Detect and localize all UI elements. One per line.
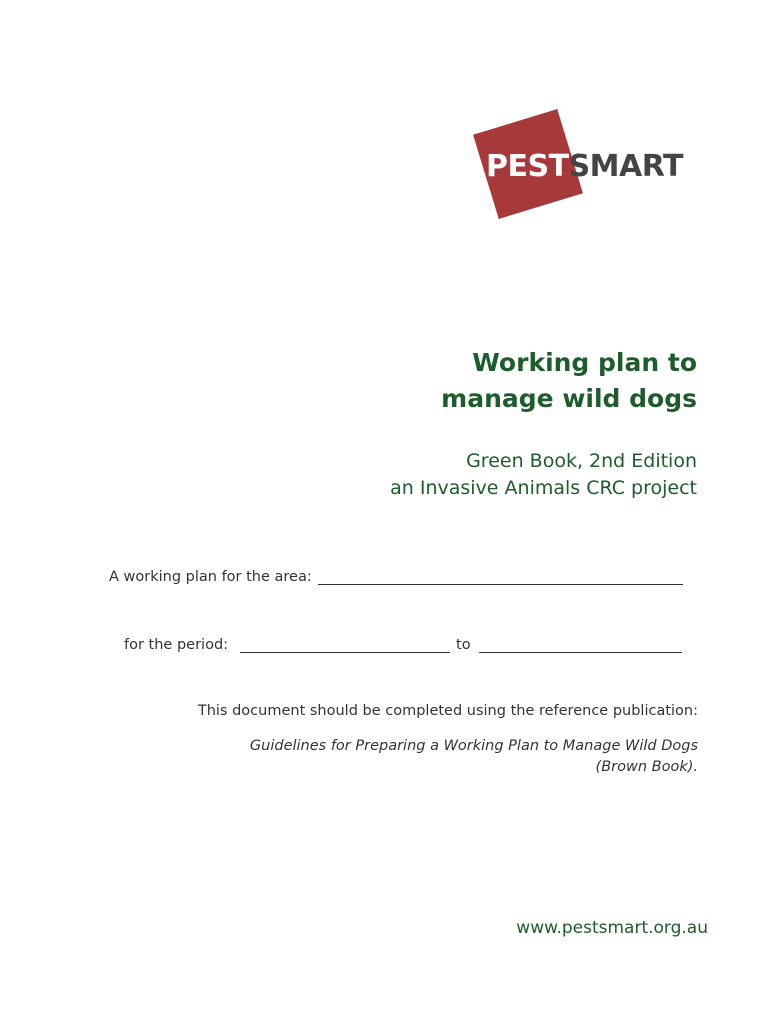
document-subtitle	[390, 448, 697, 502]
period-field-row	[124, 636, 682, 653]
period-end-blank-line[interactable]	[479, 636, 682, 653]
area-blank-line[interactable]	[318, 568, 683, 585]
subtitle-line-1: Green Book, 2nd Edition	[466, 450, 697, 472]
reference-intro: This document should be completed using the reference publication:	[197, 703, 698, 719]
subtitle-line-2: an Invasive Animals CRC project	[390, 477, 697, 499]
area-label: A working plan for the area:	[109, 569, 312, 585]
document-title	[441, 345, 697, 417]
reference-publication	[250, 736, 698, 778]
reference-publication-line-1: Guidelines for Preparing a Working Plan to Manage Wild Dogs	[249, 738, 698, 754]
title-line-1: Working plan to	[472, 348, 697, 377]
period-start-blank-line[interactable]	[240, 636, 450, 653]
logo-wordmark-smart: SMART	[568, 149, 683, 184]
reference-publication-line-2: (Brown Book).	[595, 759, 698, 775]
logo-wordmark-pest: PEST	[486, 149, 569, 184]
logo-wordmark	[486, 149, 683, 184]
website-link[interactable]: www.pestsmart.org.au	[516, 918, 708, 938]
title-line-2: manage wild dogs	[441, 384, 697, 413]
period-to-label: to	[456, 637, 471, 653]
pestsmart-logo	[472, 120, 702, 230]
period-label: for the period:	[124, 637, 229, 653]
area-field-row	[109, 568, 683, 585]
